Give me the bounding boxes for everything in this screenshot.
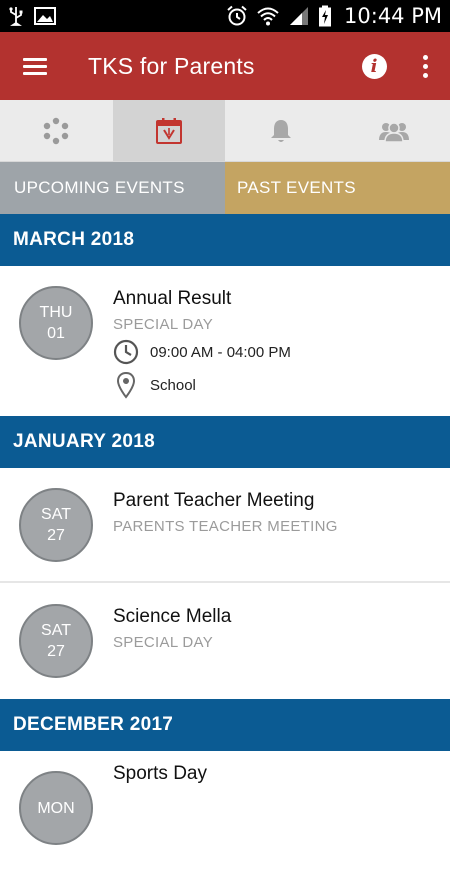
event-title: Parent Teacher Meeting bbox=[113, 490, 338, 512]
event-details bbox=[113, 490, 338, 535]
location-pin-icon bbox=[113, 371, 139, 399]
status-time: 10:44 PM bbox=[344, 4, 442, 28]
info-icon: i bbox=[362, 54, 387, 79]
event-day: SAT bbox=[41, 504, 71, 525]
event-title: Annual Result bbox=[113, 288, 291, 310]
app-title: TKS for Parents bbox=[88, 53, 348, 80]
app-bar bbox=[0, 32, 450, 100]
month-header: JANUARY 2018 bbox=[0, 416, 450, 468]
signal-icon bbox=[288, 5, 310, 27]
more-vertical-icon bbox=[423, 55, 428, 60]
event-item[interactable] bbox=[0, 751, 450, 871]
event-title: Science Mella bbox=[113, 606, 231, 628]
tab-dashboard[interactable] bbox=[0, 100, 113, 161]
tab-bar bbox=[0, 100, 450, 162]
upcoming-events-tab[interactable]: UPCOMING EVENTS bbox=[0, 162, 225, 214]
tab-groups[interactable] bbox=[338, 100, 450, 161]
event-day: THU bbox=[40, 302, 73, 323]
event-type: SPECIAL DAY bbox=[113, 316, 291, 333]
hamburger-menu-icon bbox=[23, 54, 47, 79]
tab-events[interactable] bbox=[113, 100, 226, 161]
image-icon bbox=[34, 7, 56, 25]
event-details bbox=[113, 763, 207, 791]
event-type: PARENTS TEACHER MEETING bbox=[113, 518, 338, 535]
event-location: School bbox=[150, 377, 196, 394]
event-date-circle bbox=[19, 488, 93, 562]
event-date: 27 bbox=[47, 525, 65, 546]
event-date-circle bbox=[19, 604, 93, 678]
clock-icon bbox=[113, 339, 139, 365]
battery-charging-icon bbox=[318, 5, 332, 27]
calendar-icon bbox=[155, 117, 183, 145]
event-details bbox=[113, 288, 291, 399]
tab-notifications[interactable] bbox=[225, 100, 338, 161]
past-events-tab[interactable]: PAST EVENTS bbox=[225, 162, 450, 214]
event-details bbox=[113, 606, 231, 651]
overflow-menu-button[interactable] bbox=[400, 32, 450, 100]
event-item[interactable] bbox=[0, 266, 450, 416]
month-header: DECEMBER 2017 bbox=[0, 699, 450, 751]
event-time-row bbox=[113, 339, 291, 365]
event-item[interactable] bbox=[0, 468, 450, 583]
events-segment-control bbox=[0, 162, 450, 214]
event-date-circle bbox=[19, 286, 93, 360]
menu-button[interactable] bbox=[0, 32, 70, 100]
wifi-icon bbox=[256, 5, 280, 27]
event-date: 01 bbox=[47, 323, 65, 344]
alarm-icon bbox=[226, 5, 248, 27]
event-day: MON bbox=[37, 798, 74, 819]
usb-icon bbox=[8, 6, 24, 26]
bell-icon bbox=[269, 118, 293, 144]
status-bar bbox=[0, 0, 450, 32]
event-item[interactable] bbox=[0, 583, 450, 699]
event-type: SPECIAL DAY bbox=[113, 634, 231, 651]
group-icon bbox=[378, 119, 410, 143]
event-time: 09:00 AM - 04:00 PM bbox=[150, 344, 291, 361]
event-date: 27 bbox=[47, 641, 65, 662]
event-list[interactable] bbox=[0, 214, 450, 800]
month-header: MARCH 2018 bbox=[0, 214, 450, 266]
event-location-row bbox=[113, 371, 291, 399]
event-date-circle bbox=[19, 771, 93, 845]
info-button[interactable] bbox=[348, 32, 400, 100]
loading-dots-icon bbox=[41, 116, 71, 146]
event-day: SAT bbox=[41, 620, 71, 641]
event-title: Sports Day bbox=[113, 763, 207, 785]
